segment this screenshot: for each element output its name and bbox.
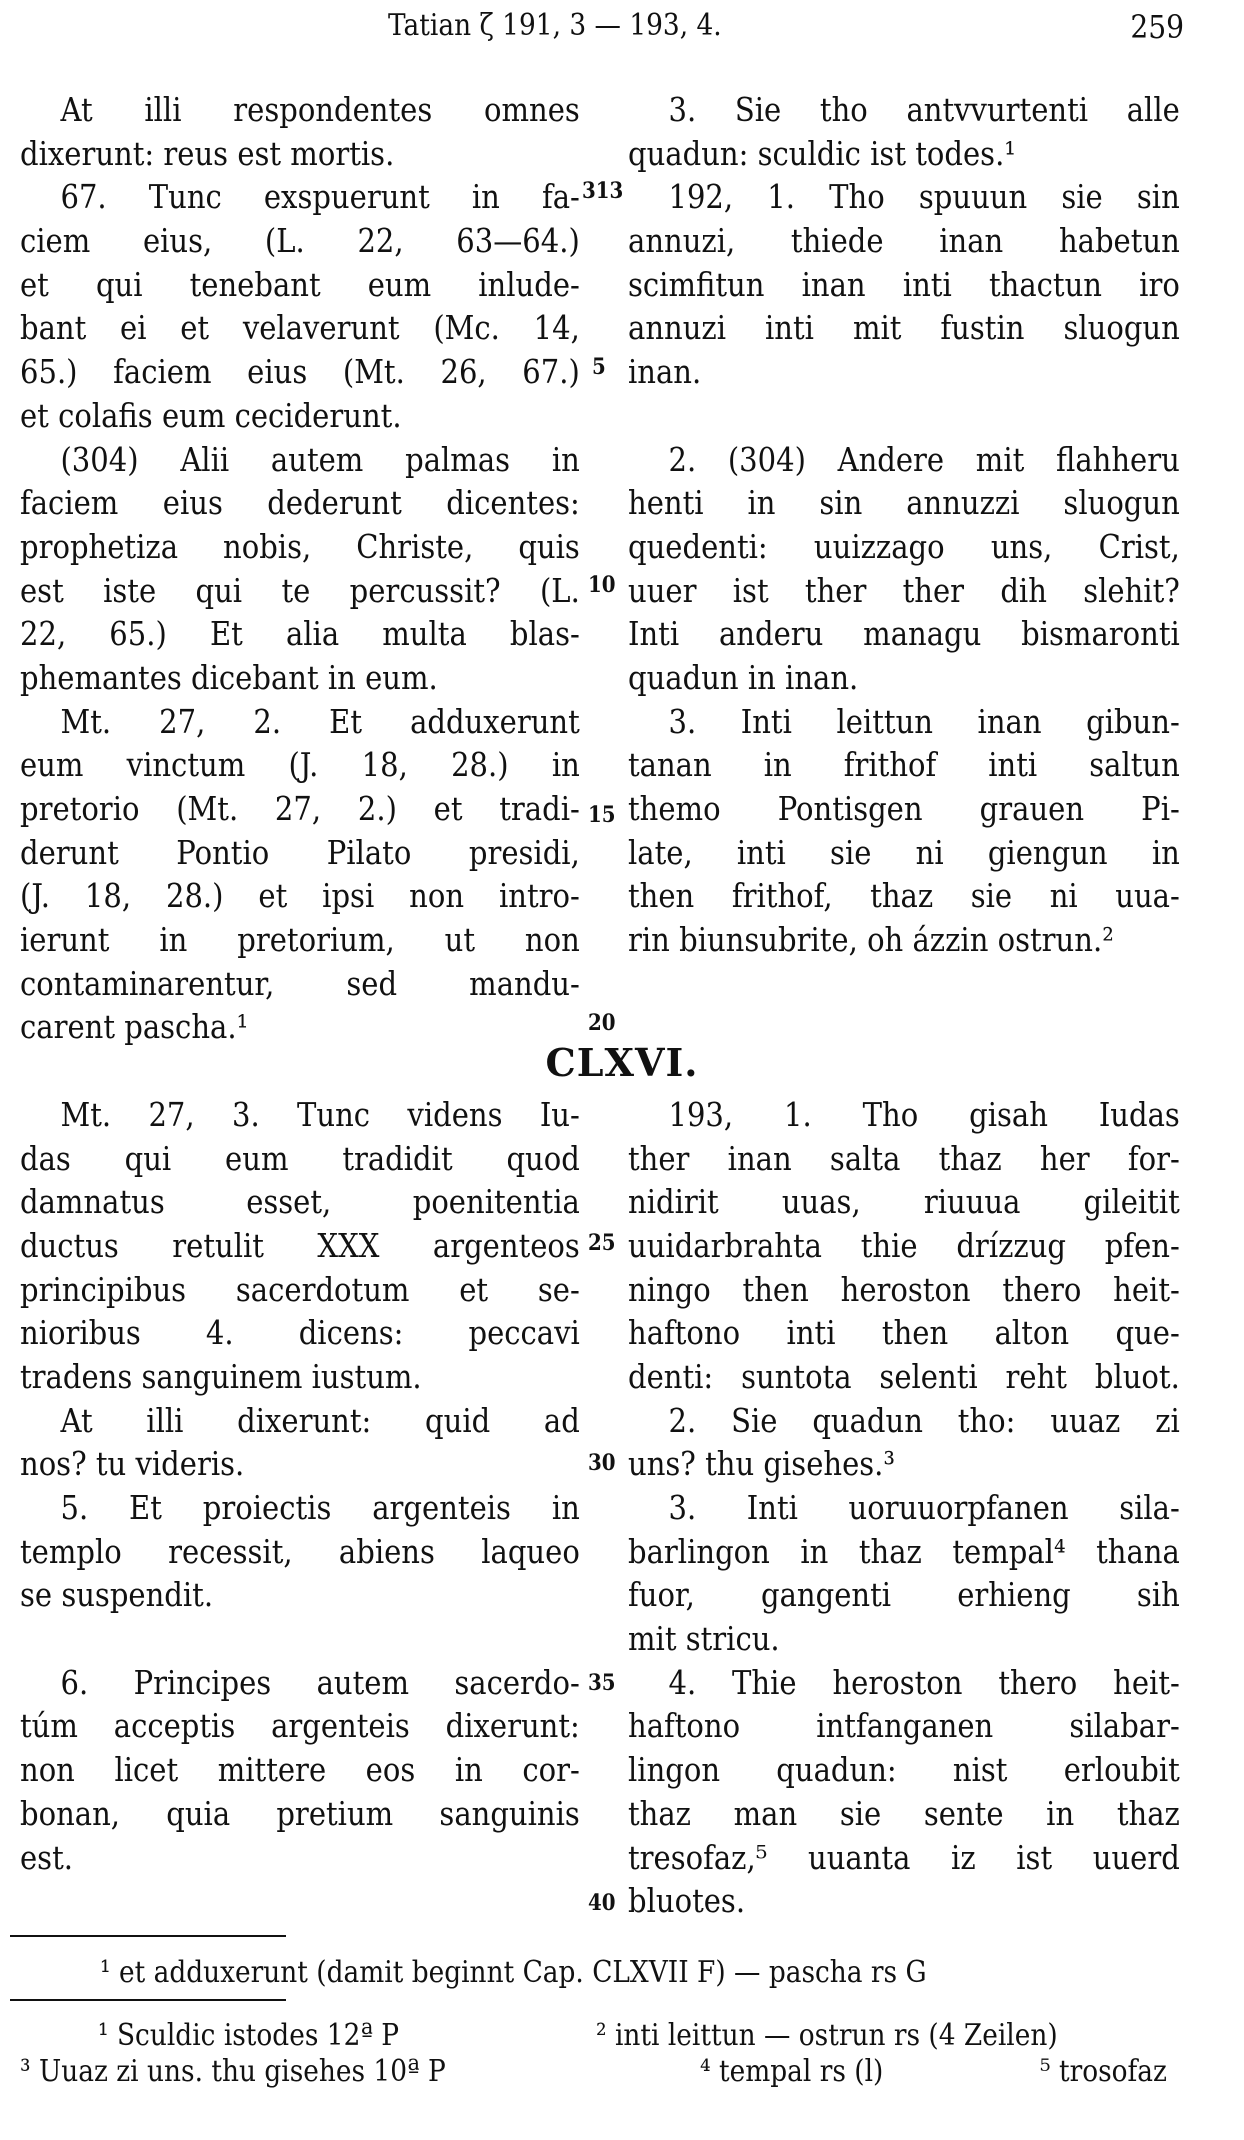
- margin-line-number: 10: [588, 572, 616, 598]
- text-line: das qui eum tradidit quod: [20, 1138, 580, 1178]
- margin-line-number: 30: [588, 1450, 616, 1476]
- text-line: At illi dixerunt: quid ad: [60, 1400, 580, 1440]
- text-line: henti in sin annuzzi sluogun: [628, 483, 1180, 523]
- text-line: scimfitun inan inti thactun iro: [628, 264, 1180, 304]
- text-line: uns? thu gisehes.³: [628, 1444, 896, 1484]
- text-line: pretorio (Mt. 27, 2.) et tradi-: [20, 789, 580, 828]
- text-line: Mt. 27, 2. Et adduxerunt: [60, 701, 580, 741]
- text-line: 2. Sie quadun tho: uuaz zi: [668, 1400, 1180, 1440]
- text-line: 5. Et proiectis argenteis in: [60, 1488, 580, 1527]
- text-line: late, inti sie ni giengun in: [628, 832, 1180, 872]
- text-line: fuor, gangenti erhieng sih: [628, 1575, 1180, 1615]
- text-line: ierunt in pretorium, ut non: [20, 920, 580, 960]
- text-line: 3. Inti uoruuorpfanen sila-: [668, 1488, 1180, 1527]
- text-line: tradens sanguinem iustum.: [20, 1356, 422, 1396]
- page-number: 259: [1130, 8, 1184, 46]
- text-line: 6. Principes autem sacerdo-: [60, 1662, 580, 1702]
- text-line: nioribus 4. dicens: peccavi: [20, 1313, 580, 1353]
- text-line: 3. Inti leittun inan gibun-: [668, 701, 1180, 741]
- text-line: non licet mittere eos in cor-: [20, 1750, 580, 1790]
- spacer: [628, 394, 1180, 438]
- margin-line-number: 15: [588, 802, 616, 828]
- text-line: quadun in inan.: [628, 657, 859, 697]
- text-line: bluotes.: [628, 1881, 746, 1921]
- text-line: ther inan salta thaz her for-: [628, 1138, 1180, 1178]
- text-line: 22, 65.) Et alia multa blas-: [20, 614, 580, 654]
- text-line: templo recessit, abiens laqueo: [20, 1531, 580, 1571]
- text-line: uuer ist ther ther dih slehit?: [628, 570, 1180, 610]
- margin-line-number: 25: [588, 1230, 616, 1256]
- text-line: principibus sacerdotum et se-: [20, 1269, 580, 1309]
- text-line: (J. 18, 28.) et ipsi non intro-: [20, 876, 580, 916]
- latin-column: [20, 88, 580, 1879]
- text-line: ductus retulit XXX argenteos: [20, 1225, 580, 1265]
- text-line: annuzi, thiede inan habetun: [628, 221, 1180, 261]
- text-line: et colafis eum ceciderunt.: [20, 395, 402, 435]
- text-line: prophetiza nobis, Christe, quis: [20, 526, 580, 566]
- text-line: nidirit uuas, riuuua gileitit: [628, 1182, 1180, 1222]
- footnote-ohg-1: ¹ Sculdic istodes 12ª P: [98, 2018, 400, 2053]
- text-line: haftono intfanganen silabar-: [628, 1706, 1180, 1746]
- text-line: tresofaz,⁵ uuanta iz ist uuerd: [628, 1837, 1180, 1877]
- text-line: se suspendit.: [20, 1575, 214, 1615]
- text-line: uuidarbrahta thie drízzug pfen-: [628, 1225, 1180, 1265]
- text-line: thaz man sie sente in thaz: [628, 1793, 1180, 1833]
- footnote-ohg-4: ⁴ tempal rs (l): [700, 2054, 884, 2089]
- text-line: ciem eius, (L. 22, 63—64.): [20, 221, 580, 261]
- text-line: ningo then heroston thero heit-: [628, 1269, 1180, 1309]
- text-line: dixerunt: reus est mortis.: [20, 133, 395, 173]
- text-line: inan.: [628, 352, 702, 392]
- text-line: denti: suntota selenti reht bluot.: [628, 1356, 1180, 1396]
- text-line: 2. (304) Andere mit flahheru: [668, 439, 1180, 479]
- footnote-rule: [10, 1935, 286, 1937]
- text-line: bant ei et velaverunt (Mc. 14,: [20, 308, 580, 348]
- text-line: carent pascha.¹: [20, 1007, 249, 1047]
- running-head: Tatian ζ 191, 3 — 193, 4.: [388, 8, 722, 43]
- text-line: faciem eius dederunt dicentes:: [20, 483, 580, 523]
- footnote-ohg-3: ³ Uuaz zi uns. thu gisehes 10ª P: [20, 2054, 446, 2089]
- margin-line-number: 20: [588, 1010, 616, 1036]
- footnote-latin: ¹ et adduxerunt (damit beginnt Cap. CLXVII F) — pascha rs G: [100, 1955, 927, 1990]
- text-line: derunt Pontio Pilato presidi,: [20, 832, 580, 872]
- text-line: bonan, quia pretium sanguinis: [20, 1793, 580, 1833]
- text-line: rin biunsubrite, oh ázzin ostrun.²: [628, 920, 1114, 960]
- spacer: [628, 962, 1180, 1006]
- text-line: Mt. 27, 3. Tunc videns Iu-: [60, 1094, 580, 1134]
- text-line: (304) Alii autem palmas in: [60, 439, 580, 479]
- text-line: 192, 1. Tho spuuun sie sin: [668, 177, 1180, 217]
- margin-line-number: 5: [592, 354, 606, 380]
- text-line: quadun: sculdic ist todes.¹: [628, 133, 1016, 173]
- text-line: túm acceptis argenteis dixerunt:: [20, 1706, 580, 1746]
- text-line: 193, 1. Tho gisah Iudas: [668, 1094, 1180, 1134]
- chapter-heading: CLXVI.: [545, 1040, 699, 1085]
- footnote-rule: [10, 1999, 286, 2001]
- text-line: est iste qui te percussit? (L.: [20, 570, 580, 610]
- text-line: 67. Tunc exspuerunt in fa-: [60, 177, 580, 217]
- text-line: 65.) faciem eius (Mt. 26, 67.): [20, 352, 580, 392]
- text-line: then frithof, thaz sie ni uua-: [628, 876, 1180, 916]
- text-line: Inti anderu managu bismaronti: [628, 614, 1180, 654]
- text-line: nos? tu videris.: [20, 1444, 245, 1484]
- text-line: themo Pontisgen grauen Pi-: [628, 789, 1180, 828]
- text-line: haftono inti then alton que-: [628, 1313, 1180, 1353]
- footnote-ohg-5: ⁵ trosofaz: [1040, 2054, 1167, 2089]
- margin-line-number: 313: [582, 178, 624, 204]
- text-line: phemantes dicebant in eum.: [20, 657, 438, 697]
- text-line: annuzi inti mit fustin sluogun: [628, 308, 1180, 348]
- text-line: contaminarentur, sed mandu-: [20, 963, 580, 1003]
- text-line: 4. Thie heroston thero heit-: [668, 1662, 1180, 1702]
- page-header: [0, 8, 1244, 48]
- margin-line-number: 40: [588, 1890, 616, 1916]
- text-line: damnatus esset, poenitentia: [20, 1182, 580, 1222]
- text-line: At illi respondentes omnes: [60, 90, 580, 129]
- text-line: quedenti: uuizzago uns, Crist,: [628, 526, 1180, 566]
- text-line: lingon quadun: nist erloubit: [628, 1750, 1180, 1790]
- text-line: est.: [20, 1837, 73, 1877]
- text-line: eum vinctum (J. 18, 28.) in: [20, 745, 580, 785]
- margin-line-number: 35: [588, 1670, 616, 1696]
- text-line: 3. Sie tho antvvurtenti alle: [668, 90, 1180, 129]
- ohg-column: [628, 88, 1180, 1923]
- spacer: [20, 1617, 580, 1661]
- text-line: et qui tenebant eum inlude-: [20, 264, 580, 304]
- text-line: tanan in frithof inti saltun: [628, 745, 1180, 785]
- text-line: barlingon in thaz tempal⁴ thana: [628, 1531, 1180, 1571]
- footnote-ohg-2: ² inti leittun — ostrun rs (4 Zeilen): [596, 2018, 1058, 2053]
- text-line: mit stricu.: [628, 1619, 780, 1659]
